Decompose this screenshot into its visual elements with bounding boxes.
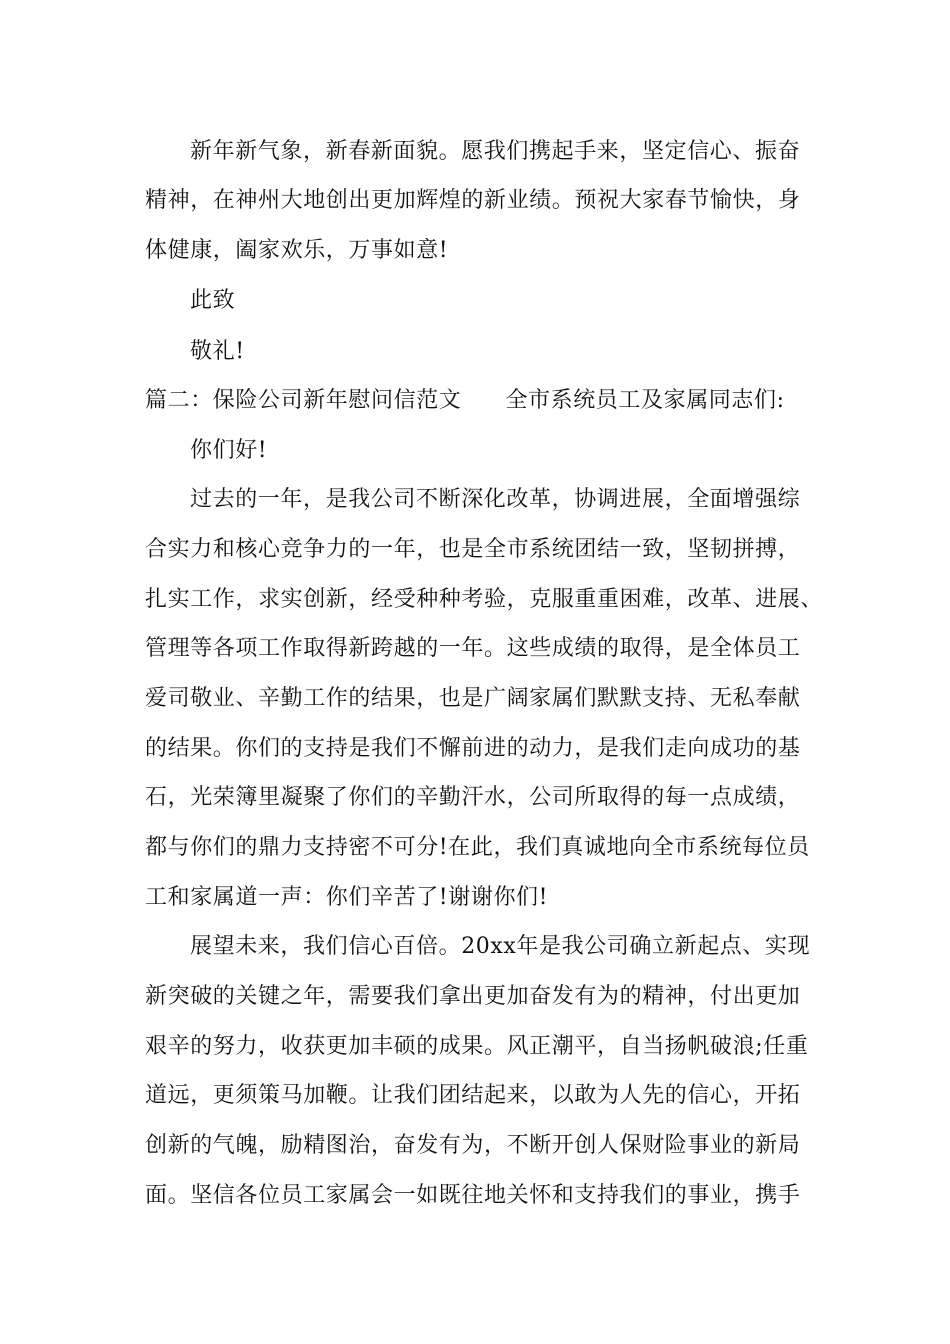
paragraph-line: 新年新气象，新春新面貌。愿我们携起手来，坚定信心、振奋 [190, 139, 801, 164]
paragraph-line: 精神，在神州大地创出更加辉煌的新业绩。预祝大家春节愉快，身 [145, 188, 801, 213]
section-heading-line [145, 386, 785, 416]
paragraph-line: 道远，更须策马加鞭。让我们团结起来，以敢为人先的信心，开拓 [145, 1083, 801, 1108]
paragraph-line: 合实力和核心竞争力的一年，也是全市系统团结一致，坚韧拼搏， [145, 537, 801, 562]
paragraph-line: 创新的气魄，励精图治，奋发有为，不断开创人保财险事业的新局 [145, 1133, 801, 1158]
paragraph-line: 的结果。你们的支持是我们不懈前进的动力，是我们走向成功的基 [145, 736, 801, 761]
paragraph-line: 展望未来，我们信心百倍。20xx年是我公司确立新起点、实现 [190, 934, 811, 959]
closing-salutation: 此致 [190, 288, 236, 313]
paragraph-line: 都与你们的鼎力支持密不可分!在此，我们真诚地向全市系统每位员 [145, 835, 810, 860]
paragraph-line: 面。坚信各位员工家属会一如既往地关怀和支持我们的事业，携手 [145, 1183, 801, 1208]
paragraph-line: 扎实工作，求实创新，经受种种考验，克服重重困难，改革、进展、 [145, 587, 824, 612]
paragraph-line: 新突破的关键之年，需要我们拿出更加奋发有为的精神，付出更加 [145, 984, 801, 1009]
letter-addressee: 全市系统员工及家属同志们: [505, 388, 785, 413]
paragraph-line: 石，光荣簿里凝聚了你们的辛勤汗水，公司所取得的每一点成绩， [145, 785, 801, 810]
paragraph-line: 管理等各项工作取得新跨越的一年。这些成绩的取得，是全体员工 [145, 636, 801, 661]
greeting: 你们好! [190, 438, 268, 463]
paragraph-line: 过去的一年，是我公司不断深化改革，协调进展，全面增强综 [190, 487, 801, 512]
paragraph-line: 工和家属道一声：你们辛苦了!谢谢你们! [145, 885, 549, 910]
paragraph-line: 爱司敬业、辛勤工作的结果，也是广阔家属们默默支持、无私奉献 [145, 686, 801, 711]
section-title: 篇二：保险公司新年慰问信范文 [145, 388, 462, 413]
closing-regards: 敬礼! [190, 339, 245, 364]
paragraph-line: 艰辛的努力，收获更加丰硕的成果。风正潮平，自当扬帆破浪;任重 [145, 1034, 809, 1059]
paragraph-line: 体健康，阖家欢乐，万事如意! [145, 238, 449, 263]
